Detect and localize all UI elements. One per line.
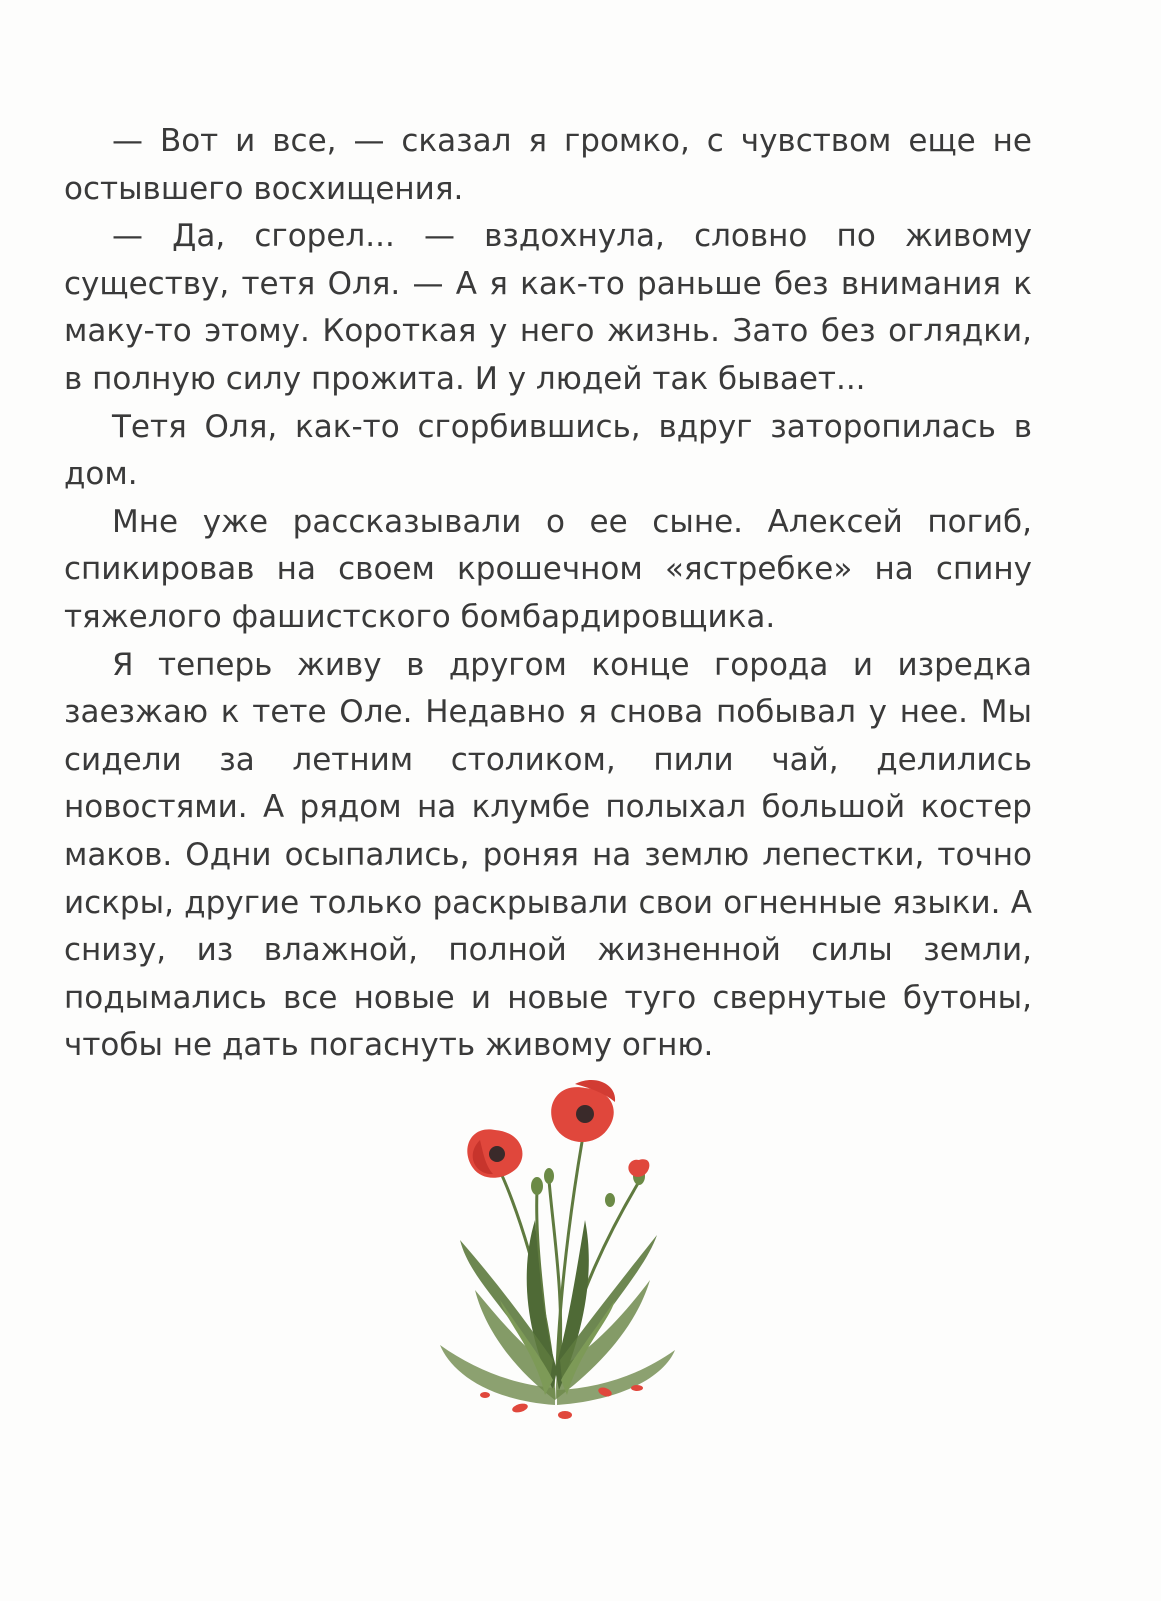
poppy-flower-left xyxy=(467,1129,522,1177)
paragraph-1: — Вот и все, — сказал я громко, с чувством еще не остывшего восхищения. xyxy=(64,123,1032,207)
story-text xyxy=(64,118,1032,1070)
paragraph-5: Я теперь живу в другом конце города и изредка заезжаю к тете Оле. Недавно я снова побывал у нее. Мы сидели за летним столиком, пили чай, делились новостями. А рядом на клумбе полыхал большой костер маков. Одни осыпались, роняя на землю лепестки, точно искры, другие только раскрывали свои огненные языки. А снизу, из влажной, полной жизненной силы земли, подымались все новые и новые туго свернутые бутоны, чтобы не дать погаснуть живому огню. xyxy=(64,646,1032,1064)
poppy-flower-right xyxy=(628,1159,649,1177)
paragraph-2: — Да, сгорел... — вздохнула, словно по живому существу, тетя Оля. — А я как-то раньше без внимания к маку-то этому. Короткая у него жизнь. Зато без оглядки, в полную силу прожита. И у людей так бывает... xyxy=(64,218,1032,397)
poppy-flower-top xyxy=(551,1080,615,1142)
poppy-bush-illustration xyxy=(425,1070,685,1430)
poppy-foliage xyxy=(440,1220,675,1405)
paragraph-3: Тетя Оля, как-то сгорбившись, вдруг заторопилась в дом. xyxy=(64,408,1032,493)
paragraph-4: Мне уже рассказывали о ее сыне. Алексей погиб, спикировав на своем крошечном «ястребке» на спину тяжелого фашистского бомбардировщика. xyxy=(64,503,1032,635)
